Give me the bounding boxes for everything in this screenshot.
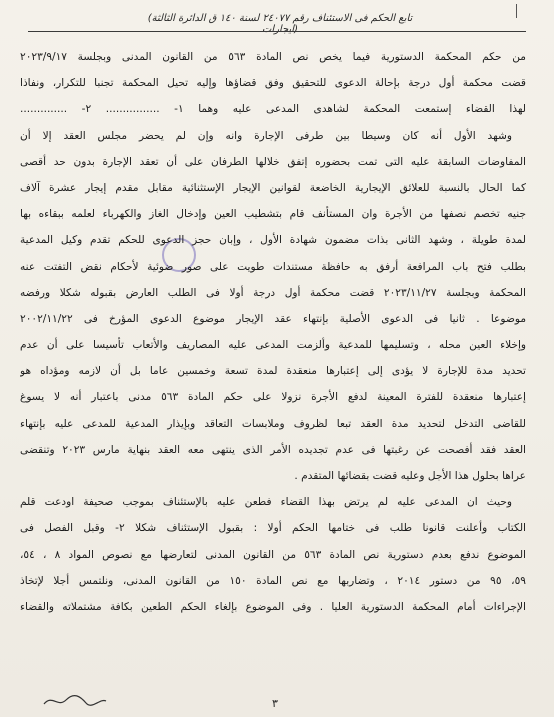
judgment-body (20, 44, 526, 620)
text-line: العقد فقد أفصحت عن رغبتها فى عدم تجديده الأمر الذى ينتهى معه العقد بنهاية مارس ٢٠٢٣ وتنقضى (20, 443, 526, 456)
text-line: موضوعا . ثانيا فى الدعوى الأصلية بإنتهاء عقد الإيجار موضوع الدعوى المؤرخ فى ٢٠٠٢/١١/٢٢ (20, 312, 526, 325)
text-line: الكتاب وأعلنت قانونا طلب فى ختامها الحكم أولا : بقبول الإستئناف شكلا ٢- وقبل الفصل فى (20, 522, 526, 535)
text-line: وحيث ان المدعى عليه لم يرتض بهذا القضاء فطعن عليه بالإستئناف بموجب صحيفة اودعت قلم (20, 496, 512, 509)
text-line: الإجراءات أمام المحكمة الدستورية العليا . وفى الموضوع بإلغاء الحكم الطعين بكافة مشتملاته والقضاء (20, 600, 526, 613)
text-line: بطلب فتح باب المرافعة أرفق به حافظة مستندات طويت على صور ضوئية لأحكام نقض التفتت عنه (20, 260, 526, 273)
page-number: ٣ (272, 697, 278, 710)
text-line: ٥٩، ٩٥ من دستور ٢٠١٤ ، وتضاربها مع نص المادة ١٥٠ من القانون المدنى، ونلتمس أجلا لإتخاذ (20, 574, 526, 587)
text-line: وشهد الأول أنه كان وسيطا بين طرفى الإجارة وانه وإن لم يحضر مجلس العقد إلا أن (20, 129, 512, 142)
text-line: تحديد مدة للإجارة لا يؤدى إلى إعتبارها منعقدة لمدة تسعة وخمسين عاما بل أن لازمه ومؤداه هو (20, 365, 526, 378)
text-line: كما الحال بالنسبة للعلائق الإيجارية الخاضعة لقوانين الإيجار الإستثنائية مقابل مقدم إيجار عشرة آلاف (20, 181, 526, 194)
text-line: قضت محكمة أول درجة بإحالة الدعوى للتحقيق وفق قضاؤها وإليه تحيل المحكمة تجنبا للتكرار، ونفاذا (20, 77, 526, 90)
page-header: (تابع الحكم فى الاستئناف رقم ٢٤٠٧٧ لسنة ١٤٠ ق الدائرة الثالثة ايجارات) (147, 13, 413, 35)
text-line: للقاضى التدخل لتحديد مدة العقد تبعا لظروف وملابسات التعاقد وبإيذار المدعية للمدعى عليه بإنتهاء (20, 417, 526, 430)
text-line: من حكم المحكمة الدستورية فيما يخص نص المادة ٥٦٣ من القانون المدنى وبجلسة ٢٠٢٣/٩/١٧ (20, 51, 526, 63)
signature-scribble (40, 690, 110, 710)
header-rule (28, 31, 526, 32)
text-line: إعتبارها منعقدة للفترة المعينة لدفع الأجرة نزولا على حكم المادة ٥٦٣ مدنى باعتبار أنه لا يسوغ (20, 391, 526, 404)
text-line: لهذا القضاء إستمعت المحكمة لشاهدى المدعى عليه وهما ١- ................ ٢- .............. (20, 103, 526, 116)
text-line: المفاوضات السابقة عليه التى تمت بحضوره إتفق خلالها الطرفان على أن تعقد الإجارة بدون حد أقصى (20, 155, 526, 168)
text-line: عراها بحلول هذا الأجل وعليه قضت بقضائها المتقدم . (294, 470, 526, 482)
text-line: المحكمة وبجلسة ٢٠٢٣/١١/٢٧ قضت محكمة أول درجة أولا فى الطلب العارض بقبوله شكلا ورفضه (20, 286, 526, 299)
text-line: لمدة طويلة ، وشهد الثانى بذات مضمون شهادة الأول ، وإبان حجز الدعوى للحكم تقدم وكيل المدعية (20, 234, 526, 247)
text-line: وإخلاء العين محله ، وتسليمها للمدعية وألزمت المدعى عليه المصاريف والأتعاب تأسيسا على أن عدم (20, 339, 526, 352)
text-line: جنيه تخصم نصفها من الأجرة وان المستأنف قام بتشطيب العين وإدخال الغاز والكهرباء لعلمه ببقاءه بها (20, 208, 526, 221)
margin-mark (516, 4, 525, 18)
text-line: الموضوع ندفع بعدم دستورية نص المادة ٥٦٣ من القانون المدنى لتعارضها مع نصوص المواد ٨ ، ٥٤، (20, 548, 526, 561)
